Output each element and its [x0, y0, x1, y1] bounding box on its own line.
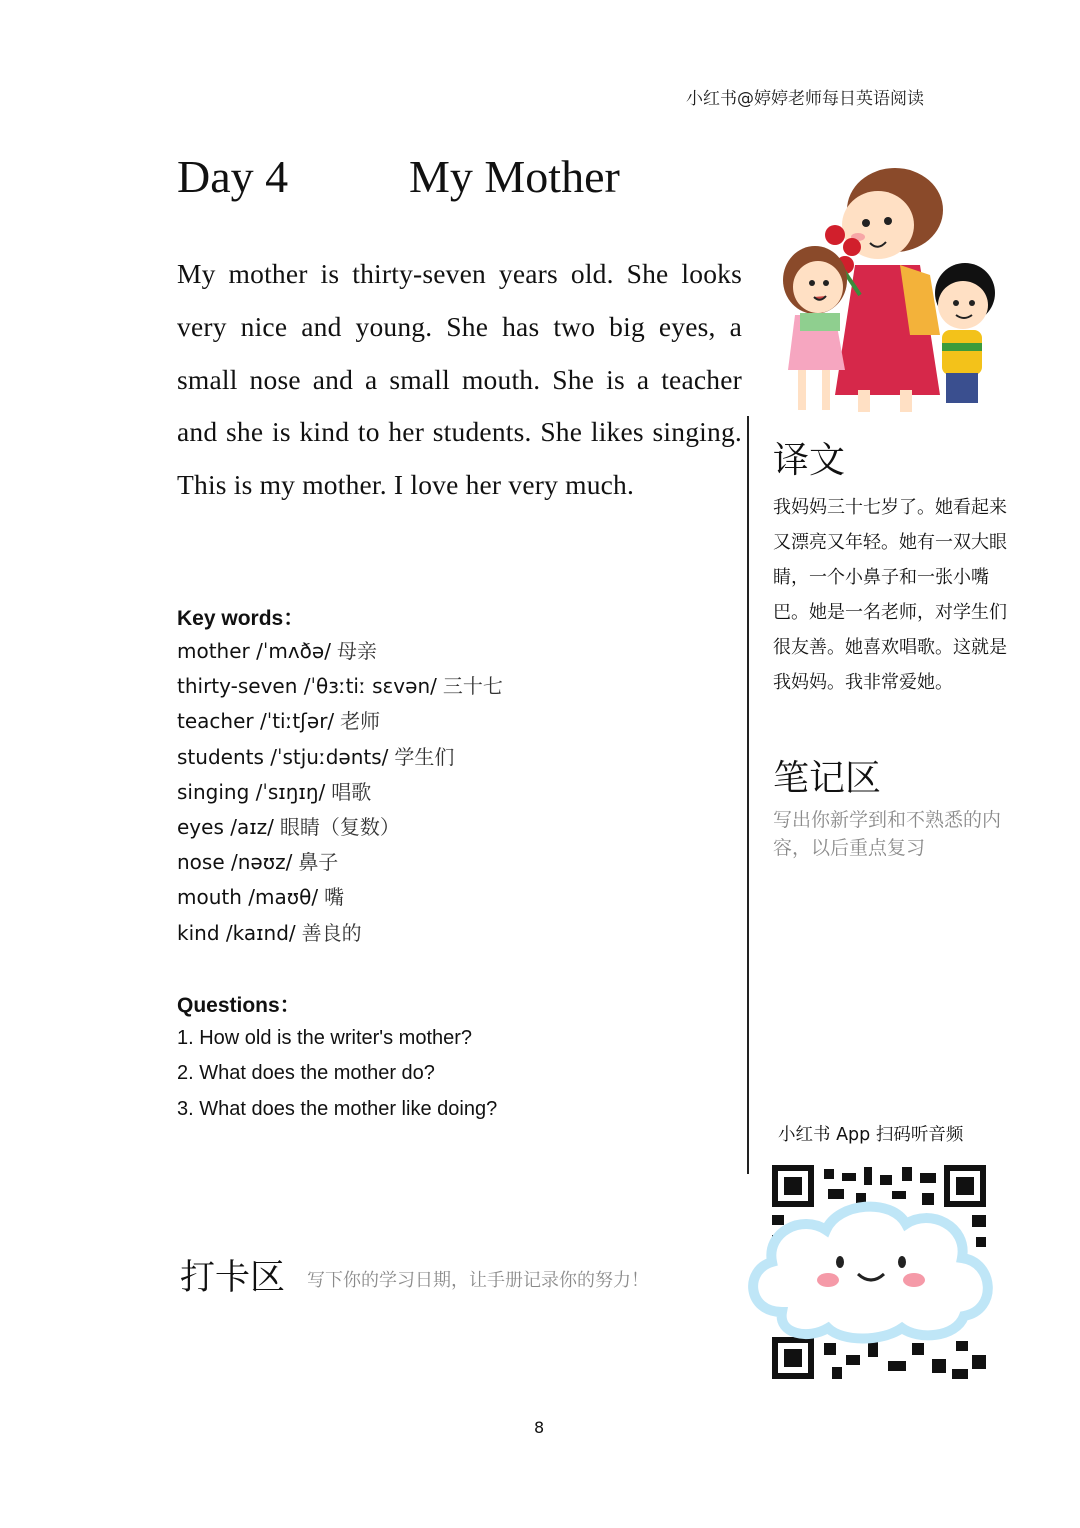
key-words-heading: Key words：: [177, 607, 305, 630]
cloud-mascot: [742, 1192, 1000, 1344]
key-word-term: thirty-seven /ˈθɜːtiː sɛvən/: [177, 674, 437, 699]
key-word-term: mother /ˈmʌðə/: [177, 639, 331, 663]
key-word-term: students /ˈstjuːdənts/: [177, 744, 389, 769]
notes-hint: 写出你新学到和不熟悉的内容，以后重点复习: [773, 809, 1002, 859]
key-word-meaning: 三十七: [442, 674, 503, 699]
questions-heading: Questions：: [177, 994, 301, 1017]
translation-heading: 译文: [773, 440, 846, 481]
key-word-item: [177, 740, 503, 775]
key-word-meaning: 眼睛（复数）: [279, 814, 400, 839]
key-word-item: [177, 880, 503, 915]
key-word-meaning: 学生们: [394, 744, 455, 769]
page-number: 8: [534, 1418, 545, 1437]
questions-list: [177, 1021, 497, 1127]
question-item: 2. What does the mother do?: [177, 1062, 435, 1085]
header-credit: 小红书@婷婷老师每日英语阅读: [686, 89, 924, 109]
key-word-item: [177, 669, 503, 704]
translation-text: 我妈妈三十七岁了。她看起来又漂亮又年轻。她有一双大眼睛，一个小鼻子和一张小嘴巴。她是一名老师，对学生们很友善。她喜欢唱歌。这就是我妈妈。我非常爱她。: [773, 497, 1007, 693]
checkin-hint: 写下你的学习日期，让手册记录你的努力！: [307, 1270, 649, 1291]
key-words-list: [177, 634, 503, 951]
mother-children-illustration: [760, 165, 1010, 425]
column-divider: [747, 416, 749, 1174]
key-word-term: nose /nəʊz/: [177, 850, 293, 875]
qr-caption: 小红书 App 扫码听音频: [778, 1125, 964, 1145]
question-item: 3. What does the mother like doing?: [177, 1097, 498, 1120]
key-word-item: [177, 634, 503, 669]
key-word-term: kind /kaɪnd/: [177, 920, 296, 945]
key-word-meaning: 嘴: [324, 885, 345, 910]
key-word-term: mouth /maʊθ/: [177, 885, 319, 910]
key-word-meaning: 老师: [340, 709, 381, 734]
checkin-title: 打卡区: [180, 1258, 286, 1298]
key-word-item: [177, 775, 503, 810]
key-word-meaning: 鼻子: [298, 850, 339, 875]
key-word-term: singing /ˈsɪŋɪŋ/: [177, 779, 326, 804]
key-word-term: eyes /aɪz/: [177, 814, 274, 839]
key-word-item: [177, 704, 503, 739]
key-word-item: [177, 845, 503, 880]
key-word-item: [177, 810, 503, 845]
reading-passage: My mother is thirty-seven years old. She looks very nice and young. She has two big eyes, a small nose and a small mouth. She is a teacher and she is kind to her students. She likes singing. This is my mother. I love her very much.: [177, 258, 742, 501]
day-label: Day 4: [177, 151, 289, 202]
question-item: 1. How old is the writer's mother?: [177, 1027, 473, 1049]
lesson-title: My Mother: [409, 151, 620, 202]
key-word-meaning: 唱歌: [331, 779, 372, 804]
key-word-term: teacher /ˈtiːtʃər/: [177, 709, 335, 734]
key-word-item: [177, 916, 503, 951]
notes-heading: 笔记区: [773, 758, 882, 799]
key-word-meaning: 善良的: [301, 920, 362, 945]
key-word-meaning: 母亲: [336, 639, 377, 663]
